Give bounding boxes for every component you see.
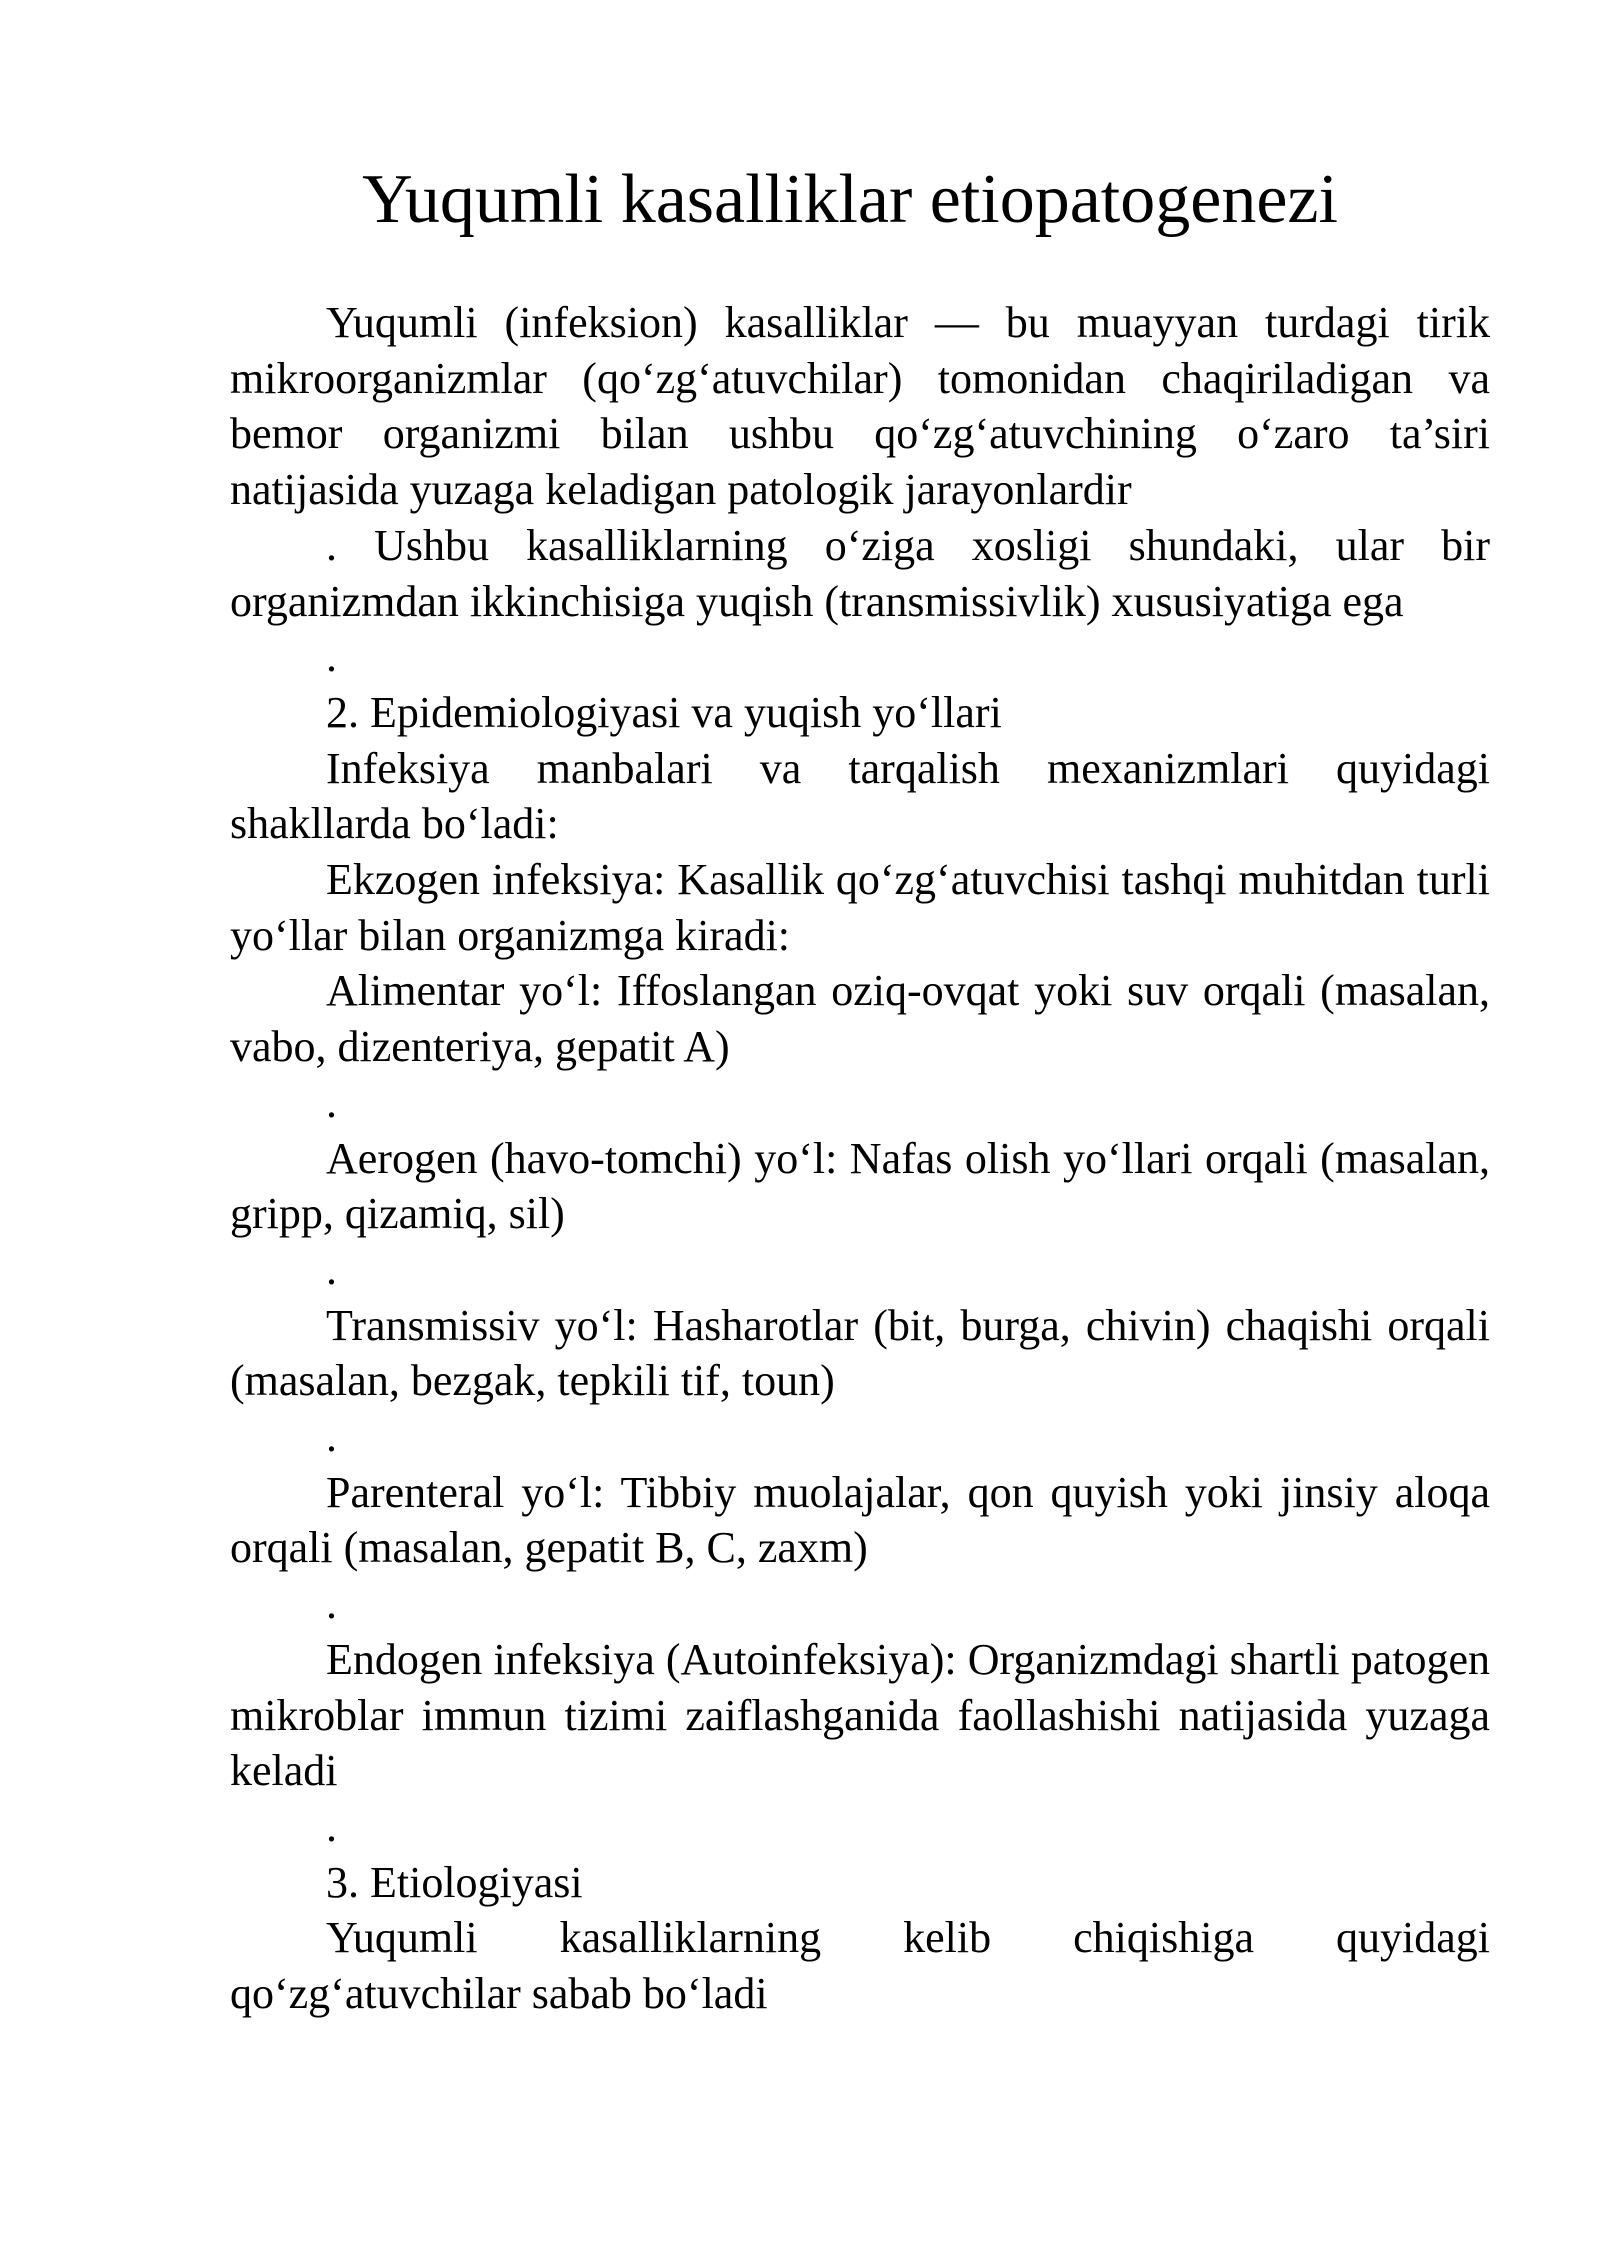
paragraph-parenteral-route: Parenteral yo‘l: Tibbiy muolajalar, qon quyish yoki jinsiy aloqa orqali (masalan, gepatit B, C, zaxm): [230, 1467, 1490, 1573]
paragraph-infection-sources: Infeksiya manbalari va tarqalish mexanizmlari quyidagi shakllarda bo‘ladi:: [230, 743, 1490, 849]
paragraph-aerogenic-route: Aerogen (havo-tomchi) yo‘l: Nafas olish yo‘llari orqali (masalan, gripp, qizamiq, sil): [230, 1133, 1490, 1239]
paragraph-period: .: [326, 1244, 337, 1294]
paragraph-endogenous-infection: Endogen infeksiya (Autoinfeksiya): Organizmdagi shartli patogen mikroblar immun tizimi zaiflashganida faollashishi natijasida yuzaga keladi: [230, 1634, 1490, 1796]
section-heading-etiology: 3. Etiologiyasi: [326, 1857, 583, 1907]
paragraph-alimentary-route: Alimentar yo‘l: Iffoslangan oziq-ovqat yoki suv orqali (masalan, vabo, dizenteriya, gepatit A): [230, 966, 1490, 1072]
paragraph-period: .: [326, 1579, 337, 1629]
paragraph-period: .: [326, 632, 337, 682]
document-body: [230, 295, 1490, 2022]
paragraph-exogenous-infection: Ekzogen infeksiya: Kasallik qo‘zg‘atuvchisi tashqi muhitdan turli yo‘llar bilan organizmga kiradi:: [230, 855, 1490, 960]
paragraph-transmissive-route: Transmissiv yo‘l: Hasharotlar (bit, burga, chivin) chaqishi orqali (masalan, bezgak, tepkili tif, toun): [230, 1300, 1490, 1406]
paragraph-period: .: [326, 1077, 337, 1127]
paragraph-transmissivity: . Ushbu kasalliklarning o‘ziga xosligi shundaki, ular bir organizmdan ikkinchisiga yuqish (transmissivlik) xususiyatiga ega: [230, 520, 1490, 626]
paragraph-period: .: [326, 1412, 337, 1462]
paragraph-period: .: [326, 1801, 337, 1851]
section-heading-epidemiology: 2. Epidemiologiyasi va yuqish yo‘llari: [326, 687, 1002, 737]
page-title: Yuqumli kasalliklar etiopatogenezi: [362, 161, 1338, 238]
paragraph-pathogens: Yuqumli kasalliklarning kelib chiqishiga quyidagi qo‘zg‘atuvchilar sabab bo‘ladi: [230, 1913, 1490, 2019]
paragraph-definition: Yuqumli (infeksion) kasalliklar — bu muayyan turdagi tirik mikroorganizmlar (qo‘zg‘atuvchilar) tomonidan chaqiriladigan va bemor organizmi bilan ushbu qo‘zg‘atuvchining o‘zaro ta’siri natijasida yuzaga keladigan patologik jarayonlardir: [230, 298, 1490, 515]
